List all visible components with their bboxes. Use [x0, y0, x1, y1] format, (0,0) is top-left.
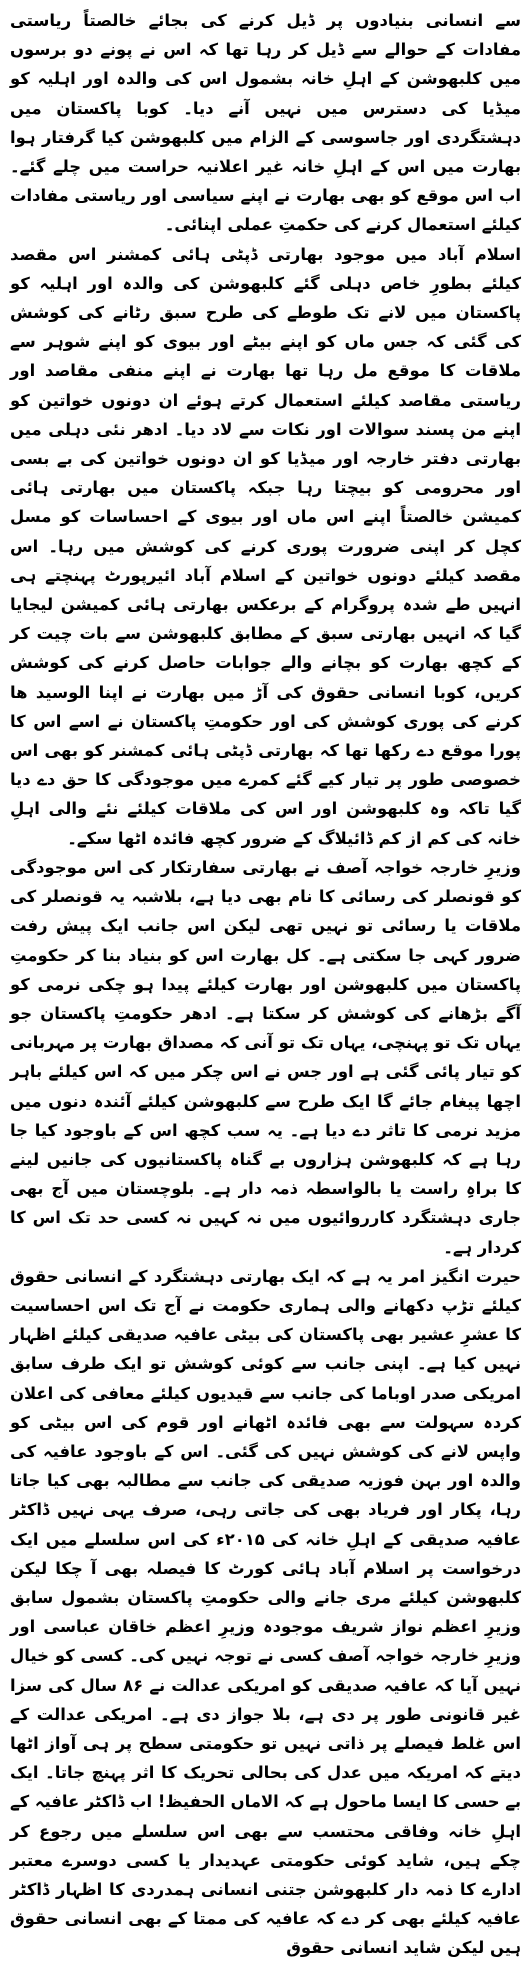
paragraph-2: اسلام آباد میں موجود بھارتی ڈپٹی ہائی کمشنر اس مقصد کیلئے بطورِ خاص دہلی گئے کلبھوشن کی والدہ اور اہلیہ کو پاکستان میں لانے تک طوطے کی طرح سبق رٹانے کی کوشش کی گئی کہ جس ماں کو اپنے بیٹے اور بیوی کو اپنے شوہر سے ملاقات کا موقع مل رہا تھا بھارت نے اپنے منفی مقاصد اور ریاستی مقاصد کیلئے استعمال کرتے ہوئے ان دونوں خواتین کو اپنے من پسند سوالات اور نکات سے لاد دیا۔ ادھر نئی دہلی میں بھارتی دفتر خارجہ اور میڈیا کو ان دونوں خواتین کی بے بسی اور محرومی کو بیچتا رہا جبکہ پاکستان میں بھارتی ہائی کمیشن خالصتاً اپنے اس ماں اور بیوی کے احساسات کو مسل کچل کر اپنی ضرورت پوری کرنے کی کوشش میں رہا۔ اس مقصد کیلئے دونوں خواتین کے اسلام آباد ائیرپورٹ پہنچتے ہی انہیں طے شدہ پروگرام کے برعکس بھارتی ہائی کمیشن لیجایا گیا کہ انہیں بھارتی سبق کے مطابق کلبھوشن سے بات چیت کر کے کچھ بھارت کو بچانے والے جوابات حاصل کرنے کی کوشش کریں، کوبا انسانی حقوق کی آڑ میں بھارت نے اپنا الوسید ھا کرنے کی پوری کوشش کی اور حکومتِ پاکستان نے اسے اس کا پورا موقع دے رکھا تھا کہ بھارتی ڈپٹی ہائی کمشنر کو بھی اس خصوصی طور پر تیار کیے گئے کمرے میں موجودگی کا حق دے دیا گیا تاکہ وہ کلبھوشن اور اس کی ملاقات کیلئے نئے والی اہلِ خانہ کی کم از کم ڈائیلاگ کے ضرور کچھ فائدہ اٹھا سکے۔: [10, 244, 521, 848]
paragraph-4: حیرت انگیز امر یہ ہے کہ ایک بھارتی دہشتگرد کے انسانی حقوق کیلئے تڑپ دکھانے والی ہماری حکومت نے آج تک اس احساسیت کا عشرِ عشیر بھی پاکستان کی بیٹی عافیہ صدیقی کیلئے اظہار نہیں کیا ہے۔ اپنی جانب سے کوئی کوشش تو ایک طرف سابق امریکی صدر اوباما کی جانب سے قیدیوں کیلئے معافی کی اعلان کردہ سہولت سے بھی فائدہ اٹھانے اور قوم کی اس بیٹی کو واپس لانے کی کوشش نہیں کی گئی۔ اس کے باوجود عافیہ کی والدہ اور بہن فوزیہ صدیقی کی جانب سے مطالبہ بھی کیا جاتا رہا، پکار اور فریاد بھی کی جاتی رہی، صرف یہی نہیں ڈاکٹر عافیہ صدیقی کے اہلِ خانہ کی ۲۰۱۵ء کی اس سلسلے میں ایک درخواست پر اسلام آباد ہائی کورٹ کا فیصلہ بھی آ چکا لیکن کلبھوشن کیلئے مری جانے والی حکومتِ پاکستان بشمول سابق وزیرِ اعظم نواز شریف موجودہ وزیرِ اعظم خاقان عباسی اور وزیرِ خارجہ خواجہ آصف کسی نے توجہ نہیں کی۔ کسی کو خیال نہیں آیا کہ عافیہ صدیقی کو امریکی عدالت نے ۸۶ سال کی سزا غیر قانونی طور پر دی ہے، بلا جواز دی ہے۔ امریکی عدالت کے اس غلط فیصلے پر ذاتی نہیں تو حکومتی سطح پر ہی آواز اٹھا دیتے کہ امریکہ میں عدل کی بحالی تحریک کا اثر پہنچ جاتا۔ ایک بے حسی کا ایسا ماحول ہے کہ الاماں الحفیظ! اب ڈاکٹر عافیہ کے اہلِ خانہ وفاقی محتسب سے بھی اس سلسلے میں رجوع کر چکے ہیں، شاید کوئی حکومتی عہدیدار یا کسی دوسرے معتبر ادارے کا ذمہ دار کلبھوشن جتنی انسانی ہمدردی کا اظہار ڈاکٹر عافیہ کیلئے بھی کر دے کہ عافیہ کی ممتا کے بھی انسانی حقوق ہیں لیکن شاید انسانی حقوق: [10, 1266, 521, 1958]
paragraph-3: وزیرِ خارجہ خواجہ آصف نے بھارتی سفارتکار کی اس موجودگی کو قونصلر کی رسائی کا نام بھی دیا ہے، بلاشبہ یہ قونصلر کی ملاقات یا رسائی تو نہیں تھی لیکن اس جانب ایک پیش رفت ضرور کہی جا سکتی ہے۔ کل بھارت اس کو بنیاد بنا کر حکومتِ پاکستان میں کلبھوشن اور بھارت کیلئے پیدا ہو چکی نرمی کو آگے بڑھانے کی کوشش کر سکتا ہے۔ ادھر حکومتِ پاکستان جو یہاں تک تو پہنچی، یہاں تک تو آنی کہ مصداق بھارت پر مہربانی کو تیار پائی گئی ہے اور جس نے اس چکر میں کہ اس کیلئے باہر اچھا پیغام جائے گا ایک طرح سے کلبھوشن کیلئے آئندہ دنوں میں مزید نرمی کا تاثر دے دیا ہے۔ یہ سب کچھ اس کے باوجود کیا جا رہا ہے کہ کلبھوشن ہزاروں بے گناہ پاکستانیوں کی جانیں لینے کا براہِ راست یا بالواسطہ ذمہ دار ہے۔ بلوچستان میں آج بھی جاری دہشتگرد کارروائیوں میں نہ کہیں نہ کسی حد تک اس کا کردار ہے۔: [10, 857, 521, 1257]
paragraph-1: سے انسانی بنیادوں پر ڈیل کرنے کی بجائے خالصتاً ریاستی مفادات کے حوالے سے ڈیل کر رہا تھا کہ اس نے پونے دو برسوں میں کلبھوشن کے اہلِ خانہ بشمول اس کی والدہ اور اہلیہ کو میڈیا کی دسترس میں نہیں آنے دیا۔ کوبا پاکستان میں دہشتگردی اور جاسوسی کے الزام میں کلبھوشن کیا گرفتار ہوا بھارت میں اس کے اہلِ خانہ غیر اعلانیہ حراست میں چلے گئے۔ اب اس موقع کو بھی بھارت نے اپنے سیاسی اور ریاستی مفادات کیلئے استعمال کرنے کی حکمتِ عملی اپنائی۔: [10, 11, 521, 235]
